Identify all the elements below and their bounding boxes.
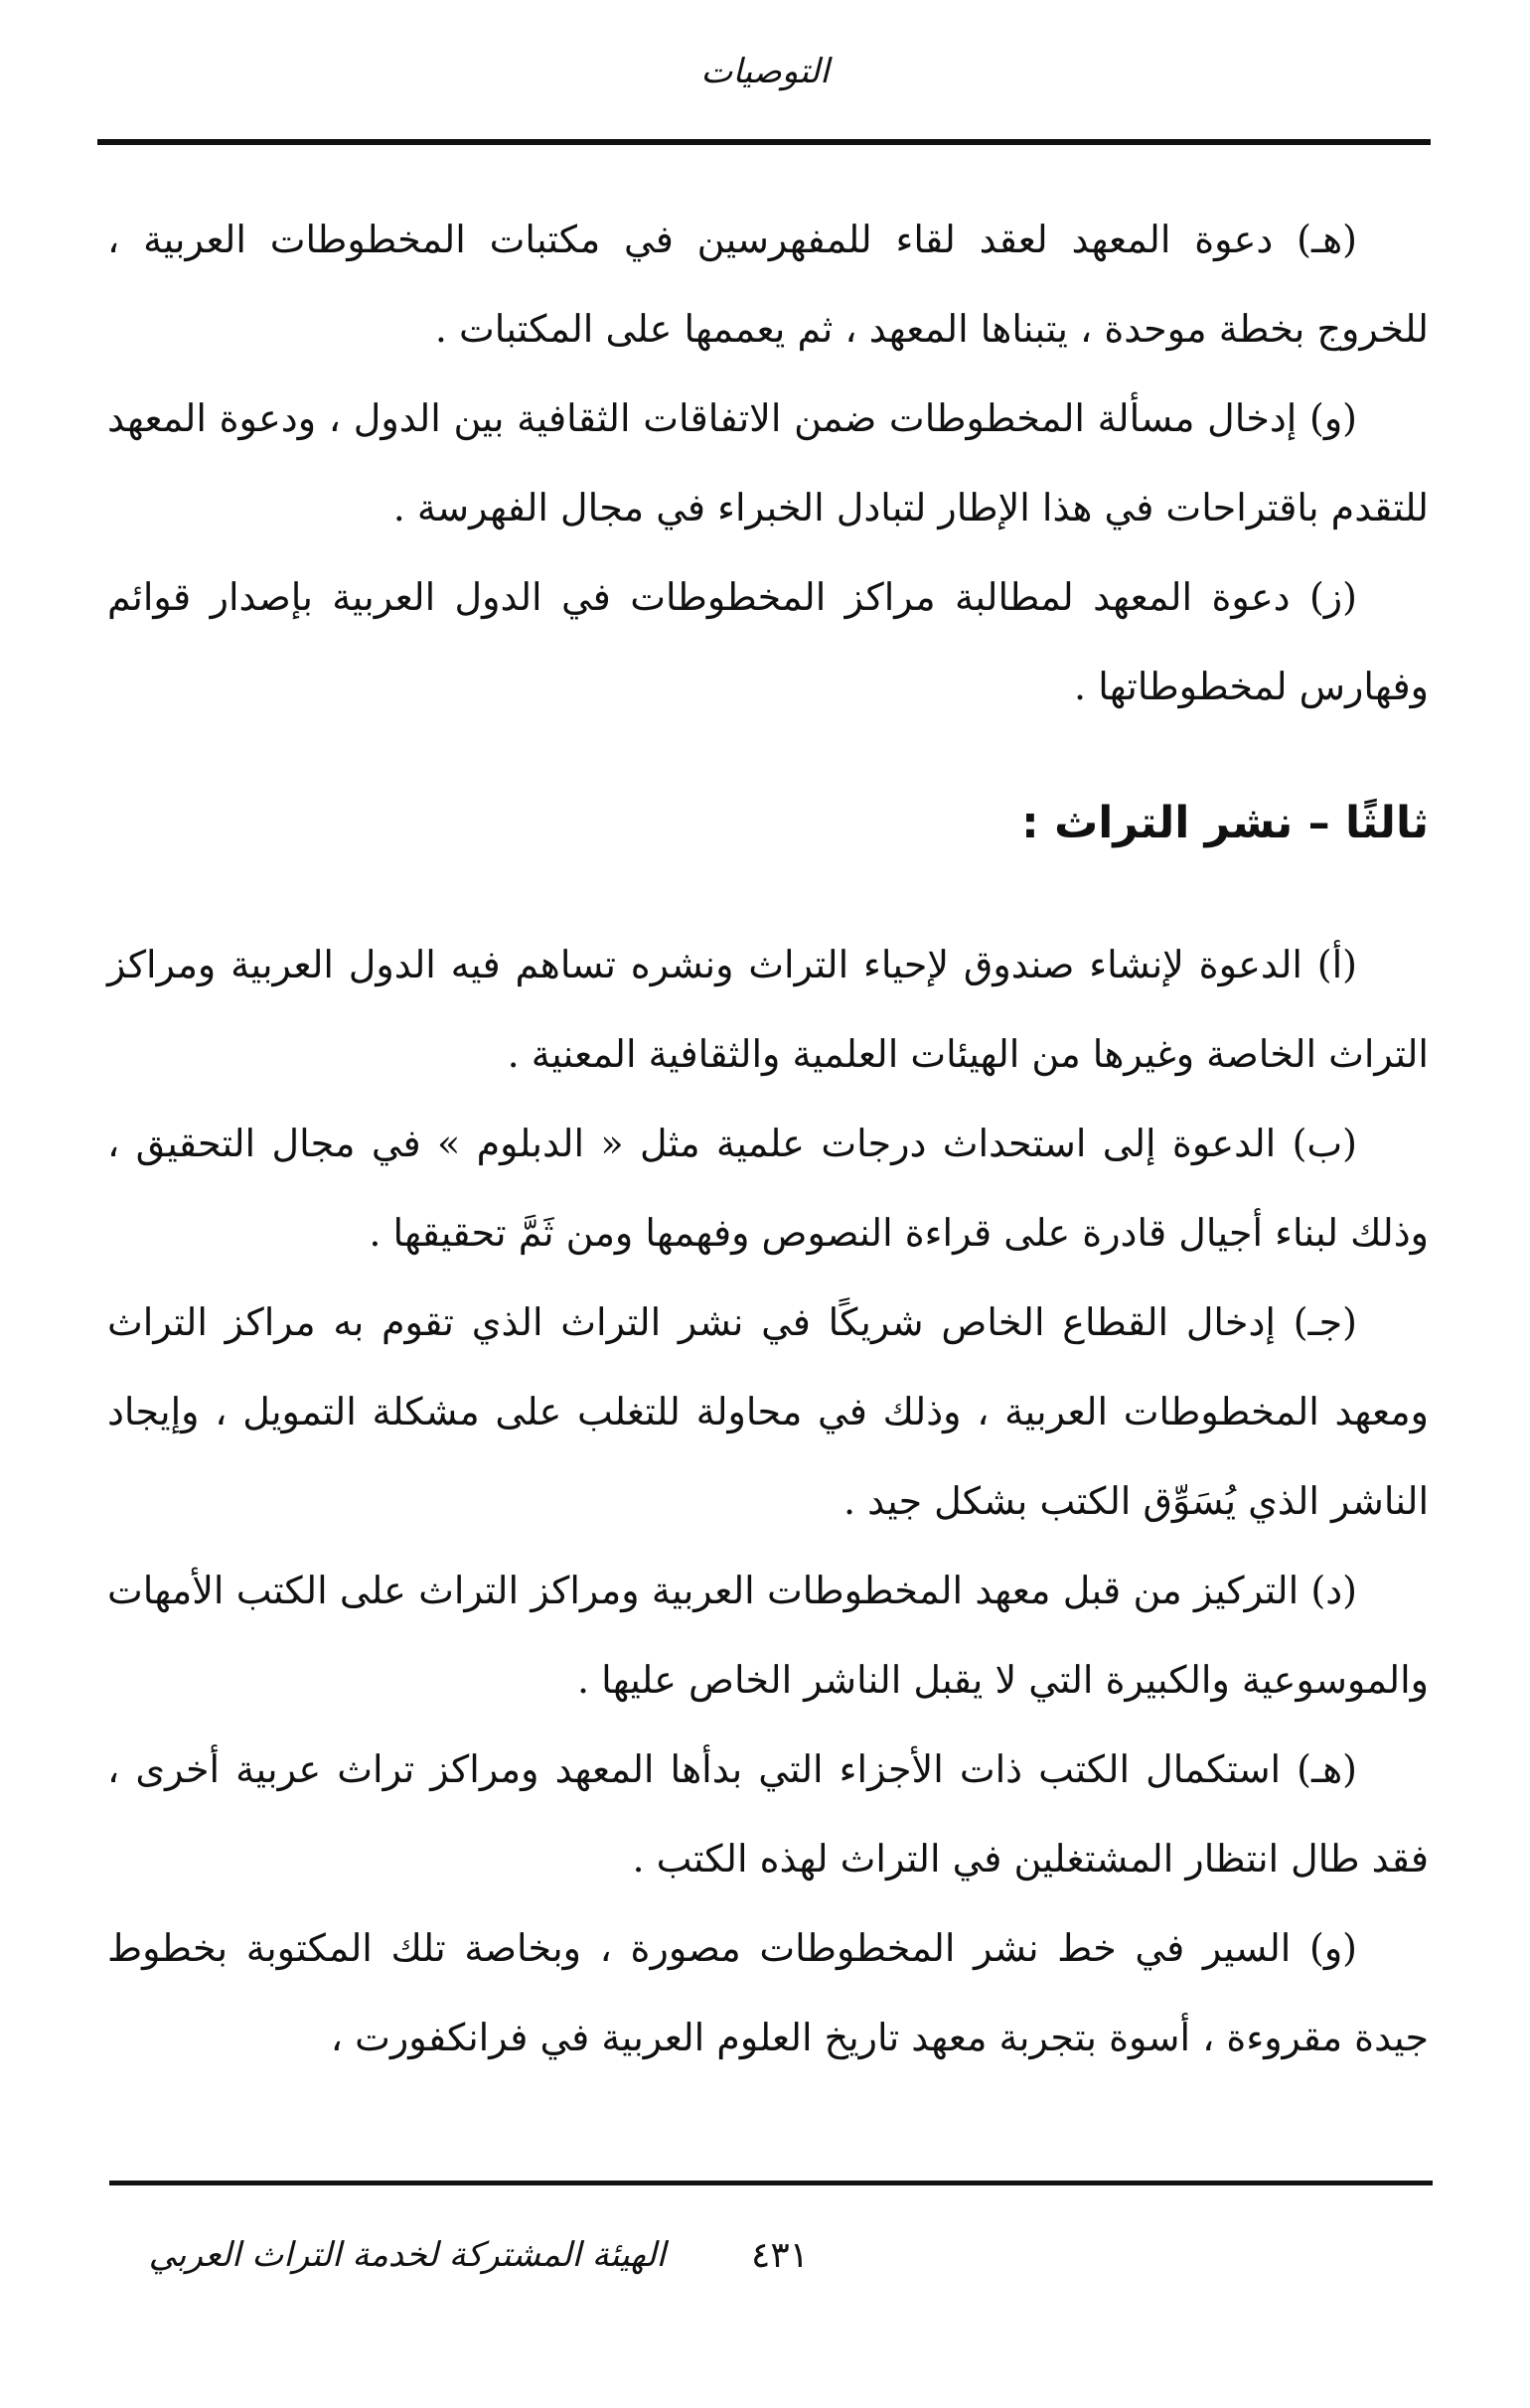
paragraph-dal: (د) التركيز من قبل معهد المخطوطات العربية ومراكز التراث على الكتب الأمهات والموسوعية والكبيرة التي لا يقبل الناشر الخاص عليها . [107,1569,1429,1702]
footer-rule [109,2181,1433,2185]
paragraph-he-2: (هـ) استكمال الكتب ذات الأجزاء التي بدأها المعهد ومراكز تراث عربية أخرى ، فقد طال انتظار المشتغلين في التراث لهذه الكتب . [107,1747,1429,1881]
paragraph-waw: (و) إدخال مسألة المخطوطات ضمن الاتفاقات الثقافية بين الدول ، ودعوة المعهد للتقدم باقتراحات في هذا الإطار لتبادل الخبراء في مجال الفهرسة . [107,396,1429,529]
header-rule [97,139,1431,145]
paragraph-jeem: (جـ) إدخال القطاع الخاص شريكًا في نشر التراث الذي تقوم به مراكز التراث ومعهد المخطوطات العربية ، وذلك في محاولة للتغلب على مشكلة التمويل ، وإيجاد الناشر الذي يُسَوِّق الكتب بشكل جيد . [107,1300,1429,1523]
paragraph-alef: (أ) الدعوة لإنشاء صندوق لإحياء التراث ونشره تساهم فيه الدول العربية ومراكز التراث الخاصة وغيرها من الهيئات العلمية والثقافية المعنية . [107,943,1429,1076]
page-number: ٤٣١ [750,2235,809,2276]
paragraph-he: (هـ) دعوة المعهد لعقد لقاء للمفهرسين في مكتبات المخطوطات العربية ، للخروج بخطة موحدة ، يتبناها المعهد ، ثم يعممها على المكتبات . [107,218,1429,351]
publisher-name: الهيئة المشتركة لخدمة التراث العربي [148,2235,666,2275]
document-body [107,195,1429,2082]
paragraph-waw-2: (و) السير في خط نشر المخطوطات مصورة ، وبخاصة تلك المكتوبة بخطوط جيدة مقروءة ، أسوة بتجربة معهد تاريخ العلوم العربية في فرانكفورت ، [107,1926,1429,2059]
paragraph-zay: (ز) دعوة المعهد لمطالبة مراكز المخطوطات في الدول العربية بإصدار قوائم وفهارس لمخطوطاتها . [107,575,1429,708]
page-footer [0,2235,1530,2295]
section-heading: ثالثًا – نشر التراث : [1021,798,1429,848]
paragraph-beh: (ب) الدعوة إلى استحداث درجات علمية مثل « الدبلوم » في مجال التحقيق ، وذلك لبناء أجيال قادرة على قراءة النصوص وفهمها ومن ثَمَّ تحقيقها . [107,1122,1429,1255]
running-title: التوصيات [700,52,830,91]
